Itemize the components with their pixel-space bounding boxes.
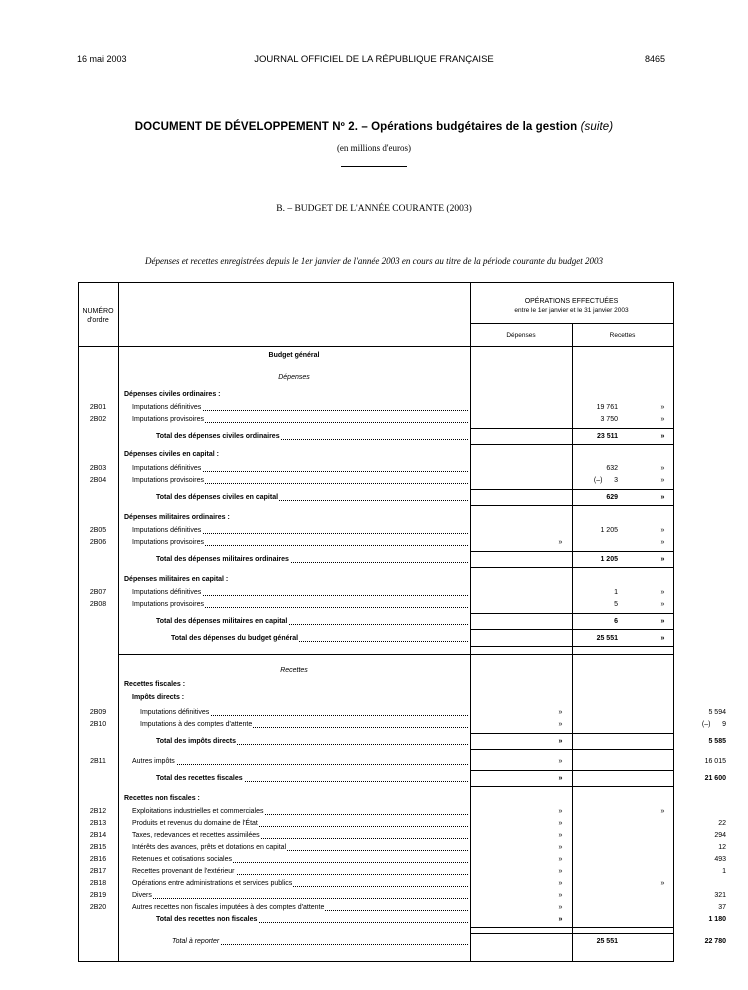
row-leader-dots — [136, 890, 468, 899]
recettes-divider — [118, 654, 674, 655]
row-depenses-value: 6 — [614, 618, 618, 625]
row-label: Divers — [132, 892, 152, 899]
section-budget-general: Budget général — [268, 352, 320, 359]
document-title-suffix: (suite) — [580, 121, 614, 133]
row-code: 2B04 — [89, 477, 107, 484]
total-rule-above — [470, 613, 673, 614]
row-code: 2B02 — [89, 416, 107, 423]
row-label: Dépenses civiles en capital : — [124, 451, 219, 458]
row-label: Imputations définitives — [132, 589, 202, 596]
table-row — [78, 793, 674, 804]
total-rule-below — [470, 786, 673, 787]
total-rule-above — [470, 428, 673, 429]
row-depenses-value: » — [558, 775, 563, 782]
row-depenses-value: 23 511 — [596, 433, 618, 440]
row-depenses-value: 1 205 — [600, 527, 618, 534]
row-label: Imputations provisoires — [132, 601, 204, 608]
row-recettes-value: 22 780 — [704, 938, 726, 945]
row-depenses-value: (–) 3 — [593, 477, 618, 484]
row-label: Total des impôts directs — [156, 738, 236, 745]
table-row — [78, 854, 726, 865]
row-label: Imputations provisoires — [132, 539, 204, 546]
row-recettes-value: » — [660, 618, 665, 625]
row-label: Imputations à des comptes d'attente — [140, 721, 253, 728]
intro-text: Dépenses et recettes enregistrées depuis le 1er janvier de l'année 2003 en cours au titre de la période courante du budget 2003 — [144, 256, 604, 266]
row-depenses-value: 632 — [606, 465, 618, 472]
row-depenses-value: » — [558, 832, 563, 839]
row-recettes-value: 294 — [714, 832, 726, 839]
row-code: 2B20 — [89, 904, 107, 911]
row-depenses-value: » — [558, 880, 563, 887]
row-code: 2B09 — [89, 709, 107, 716]
table-row — [78, 756, 726, 767]
row-depenses-value: » — [558, 820, 563, 827]
row-recettes-value: » — [660, 416, 665, 423]
row-recettes-value: 16 015 — [704, 758, 726, 765]
row-code: 2B07 — [89, 589, 107, 596]
row-label: Total des dépenses militaires en capital — [156, 618, 288, 625]
header-depenses: Dépenses — [506, 332, 536, 339]
row-label: Dépenses militaires ordinaires : — [124, 514, 230, 521]
row-code: 2B05 — [89, 527, 107, 534]
document-title — [0, 121, 748, 133]
row-depenses-value: » — [558, 916, 563, 923]
row-label: Retenues et cotisations sociales — [132, 856, 232, 863]
table-row — [78, 402, 674, 413]
row-code: 2B14 — [89, 832, 107, 839]
table-row — [78, 475, 674, 486]
row-depenses-value: » — [558, 808, 563, 815]
row-code: 2B11 — [90, 758, 106, 765]
table-row — [78, 866, 726, 877]
row-label: Autres impôts — [132, 758, 175, 765]
row-label: Total des dépenses militaires ordinaires — [156, 556, 289, 563]
table-row — [78, 431, 674, 442]
total-rule-below — [470, 444, 673, 445]
row-depenses-value: 25 551 — [596, 938, 618, 945]
table-row — [78, 389, 674, 400]
row-label: Total des dépenses du budget général — [171, 635, 299, 642]
row-label: Total des recettes non fiscales — [156, 916, 258, 923]
table-row — [78, 537, 674, 548]
row-depenses-value: » — [558, 721, 563, 728]
table-row — [78, 512, 674, 523]
row-depenses-value: 629 — [606, 494, 618, 501]
row-code: 2B08 — [89, 601, 107, 608]
table-row — [78, 692, 674, 703]
table-row — [78, 616, 674, 627]
row-label: Dépenses militaires en capital : — [124, 576, 229, 583]
section-depenses: Dépenses — [278, 374, 310, 381]
section-recettes: Recettes — [280, 667, 308, 674]
row-recettes-value: 1 180 — [708, 916, 726, 923]
row-depenses-value: 19 761 — [596, 404, 618, 411]
table-row — [78, 736, 726, 747]
row-label: Dépenses civiles ordinaires : — [124, 391, 221, 398]
row-recettes-value: » — [660, 539, 665, 546]
row-recettes-value: » — [660, 494, 665, 501]
table-row — [78, 936, 726, 947]
table-row — [78, 707, 726, 718]
row-recettes-value: » — [660, 465, 665, 472]
row-code: 2B03 — [89, 465, 107, 472]
header-operations: OPÉRATIONS EFFECTUÉES entre le 1er janvier et le 31 janvier 2003 — [514, 298, 629, 314]
row-depenses-value: » — [558, 868, 563, 875]
row-recettes-value: 321 — [714, 892, 726, 899]
row-recettes-value: » — [660, 527, 665, 534]
title-rule — [341, 166, 407, 167]
row-depenses-value: » — [558, 709, 563, 716]
row-label: Total des dépenses civiles ordinaires — [156, 433, 280, 440]
row-recettes-value: » — [660, 477, 665, 484]
row-depenses-value: 3 750 — [600, 416, 618, 423]
total-rule-above — [470, 733, 673, 734]
row-label: Imputations définitives — [132, 527, 202, 534]
table-row — [78, 587, 674, 598]
total-rule-above — [470, 933, 673, 934]
row-label: Autres recettes non fiscales imputées à des comptes d'attente — [132, 904, 325, 911]
row-label: Imputations définitives — [132, 404, 202, 411]
table-top-border — [78, 282, 674, 283]
header-date: 16 mai 2003 — [77, 54, 127, 64]
row-depenses-value: » — [558, 856, 563, 863]
row-code: 2B16 — [89, 856, 107, 863]
row-label: Imputations définitives — [132, 465, 202, 472]
row-recettes-value: 37 — [718, 904, 726, 911]
total-rule-below — [470, 629, 673, 630]
row-depenses-value: » — [558, 758, 563, 765]
row-recettes-value: » — [660, 808, 665, 815]
header-recettes: Recettes — [609, 332, 636, 339]
header-page-number: 8465 — [644, 54, 665, 64]
header-journal: JOURNAL OFFICIEL DE LA RÉPUBLIQUE FRANÇAISE — [254, 54, 494, 65]
row-recettes-value: » — [660, 404, 665, 411]
total-rule-below — [470, 749, 673, 750]
row-depenses-value: 1 — [614, 589, 618, 596]
row-recettes-value: 21 600 — [704, 775, 726, 782]
row-label: Exploitations industrielles et commerciales — [132, 808, 264, 815]
row-label: Recettes fiscales : — [124, 681, 186, 688]
row-label: Total des dépenses civiles en capital — [156, 494, 279, 501]
total-rule-above — [470, 770, 673, 771]
row-recettes-value: (–) 9 — [701, 721, 726, 728]
row-recettes-value: » — [660, 601, 665, 608]
row-recettes-value: 22 — [718, 820, 726, 827]
row-code: 2B15 — [89, 844, 107, 851]
table-row — [78, 463, 674, 474]
table-row — [78, 842, 726, 853]
table-row — [78, 449, 674, 460]
row-code: 2B19 — [89, 892, 107, 899]
row-code: 2B01 — [89, 404, 107, 411]
row-recettes-value: » — [660, 556, 665, 563]
header-subdivider — [470, 323, 673, 324]
row-depenses-value: 5 — [614, 601, 618, 608]
section-title: B. – BUDGET DE L'ANNÉE COURANTE (2003) — [276, 204, 472, 214]
row-label: Imputations provisoires — [132, 477, 204, 484]
row-depenses-value: » — [558, 844, 563, 851]
row-recettes-value: » — [660, 635, 665, 642]
row-recettes-value: 493 — [714, 856, 726, 863]
row-recettes-value: 5 594 — [708, 709, 726, 716]
row-recettes-value: 12 — [718, 844, 726, 851]
row-code: 2B13 — [89, 820, 107, 827]
table-row — [78, 773, 726, 784]
row-depenses-value: » — [558, 892, 563, 899]
row-label: Recettes provenant de l'extérieur — [132, 868, 235, 875]
table-row — [78, 914, 726, 925]
table-row — [78, 554, 674, 565]
total-rule-below — [470, 567, 673, 568]
table-row — [78, 806, 674, 817]
row-depenses-value: » — [558, 539, 563, 546]
table-row — [78, 679, 674, 690]
row-label: Produits et revenus du domaine de l'État — [132, 820, 258, 827]
table-row — [78, 890, 726, 901]
row-recettes-value: » — [660, 880, 665, 887]
row-code: 2B10 — [89, 721, 107, 728]
row-label: Imputations définitives — [140, 709, 210, 716]
row-label: Opérations entre administrations et services publics — [132, 880, 293, 887]
table-row — [78, 599, 674, 610]
document-subtitle: (en millions d'euros) — [336, 143, 412, 153]
table-row — [78, 414, 674, 425]
row-recettes-value: » — [660, 433, 665, 440]
table-row — [78, 902, 726, 913]
table-row — [78, 492, 674, 503]
total-rule-below — [470, 646, 673, 647]
row-recettes-value: 1 — [722, 868, 726, 875]
table-row — [78, 830, 726, 841]
total-rule-above — [470, 489, 673, 490]
row-depenses-value: 25 551 — [596, 635, 618, 642]
row-code: 2B06 — [89, 539, 107, 546]
row-label: Taxes, redevances et recettes assimilées — [132, 832, 260, 839]
row-recettes-value: 5 585 — [708, 738, 726, 745]
total-rule-below — [470, 505, 673, 506]
row-depenses-value: » — [558, 904, 563, 911]
row-label: Imputations provisoires — [132, 416, 204, 423]
table-bottom-border — [78, 961, 674, 962]
row-leader-dots — [136, 756, 468, 765]
table-row — [78, 719, 726, 730]
table-row — [78, 878, 674, 889]
table-row — [78, 574, 674, 585]
table-row — [78, 818, 726, 829]
row-code: 2B18 — [89, 880, 107, 887]
row-label: Recettes non fiscales : — [124, 795, 200, 802]
row-code: 2B17 — [89, 868, 107, 875]
row-label: Total des recettes fiscales — [156, 775, 243, 782]
row-depenses-value: 1 205 — [600, 556, 618, 563]
document-title-main: DOCUMENT DE DÉVELOPPEMENT Nº 2. – Opérations budgétaires de la gestion — [134, 121, 578, 133]
row-label: Total à reporter — [172, 938, 220, 945]
table-row — [78, 525, 674, 536]
row-label: Impôts directs : — [132, 694, 185, 701]
row-label: Intérêts des avances, prêts et dotations en capital — [132, 844, 287, 851]
total-rule-above — [470, 551, 673, 552]
row-code: 2B12 — [89, 808, 107, 815]
header-numero: NUMÉRO d'ordre — [82, 308, 114, 324]
row-depenses-value: » — [558, 738, 563, 745]
row-recettes-value: » — [660, 589, 665, 596]
header-bottom-border — [78, 346, 674, 347]
table-row — [78, 633, 674, 644]
total-rule-below — [470, 927, 673, 928]
